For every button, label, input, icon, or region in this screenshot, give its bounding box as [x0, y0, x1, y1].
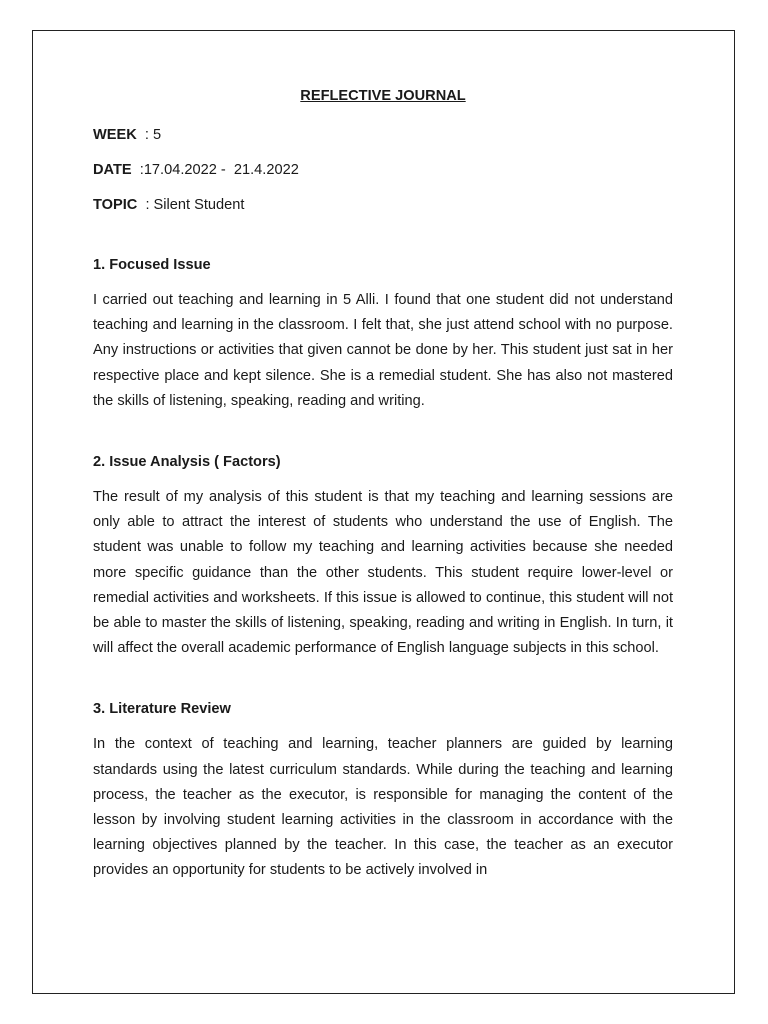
document-title: REFLECTIVE JOURNAL	[300, 88, 466, 104]
meta-date-value: :17.04.2022 - 21.4.2022	[131, 162, 299, 178]
section-heading-issue-analysis: 2. Issue Analysis ( Factors)	[93, 454, 281, 471]
meta-topic	[93, 194, 673, 229]
meta-date	[93, 159, 673, 194]
meta-topic-label: TOPIC	[93, 197, 138, 213]
section-body-focused-issue: I carried out teaching and learning in 5 Alli. I found that one student did not understand teaching and learning in the classroom. I felt that, she just attend school with no purpose. Any instructions or activities that given cannot be done by her. This student just sat in her respective place and kept silence. She is a remedial student. She has also not mastered the skills of listening, speaking, reading and writing.	[93, 292, 673, 409]
meta-week	[93, 124, 673, 159]
meta-date-label: DATE	[93, 162, 132, 178]
meta-topic-value: : Silent Student	[137, 197, 245, 213]
meta-week-label: WEEK	[93, 127, 137, 143]
meta-week-value: : 5	[136, 127, 162, 143]
section-heading-literature-review: 3. Literature Review	[93, 701, 231, 718]
section-heading-focused-issue: 1. Focused Issue	[93, 257, 211, 273]
section-body-issue-analysis: The result of my analysis of this student is that my teaching and learning sessions are only able to attract the interest of students who understand the use of English. The student was unable to follow my teaching and learning activities because she needed more specific guidance than the other students. This student require lower-level or remedial activities and worksheets. If this issue is allowed to continue, this student will not be able to master the skills of listening, speaking, reading and writing in English. In turn, it will affect the overall academic performance of English language subjects in this school.	[93, 489, 673, 657]
document-body	[93, 85, 673, 884]
section-body-literature-review: In the context of teaching and learning, teacher planners are guided by learning standards using the latest curriculum standards. While during the teaching and learning process, the teacher as the executor, is responsible for managing the content of the lesson by involving student learning activities in the classroom in accordance with the learning objectives planned by the teacher. In this case, the teacher as an executor provides an opportunity for students to be actively involved in	[93, 736, 673, 879]
